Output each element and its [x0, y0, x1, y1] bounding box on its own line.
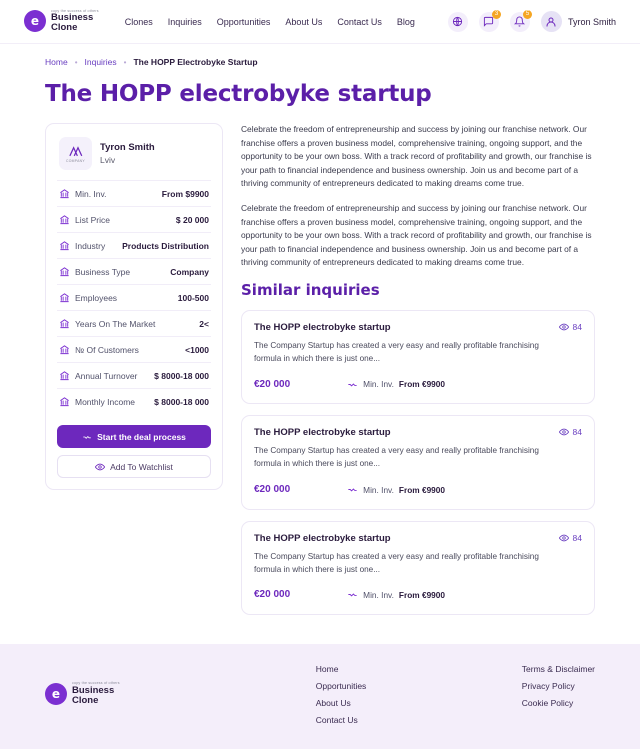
site-footer [0, 644, 640, 749]
footer-nav-links [316, 664, 367, 725]
header-actions [448, 11, 616, 32]
inquiry-header [254, 533, 582, 544]
handshake-icon [82, 432, 92, 442]
footer-logo-tagline: copy the success of others [72, 681, 120, 686]
logo-name-line2: Clone [51, 22, 78, 34]
inquiry-price: €20 000 [254, 378, 291, 390]
inquiry-views [559, 533, 582, 543]
company-logo-icon [59, 137, 92, 170]
logo-name-line1: Business [51, 12, 94, 24]
spec-row-employees [57, 284, 211, 310]
company-logo-text: COMPANY [66, 158, 85, 163]
ukraine-flag-icon [119, 156, 130, 164]
spec-label: Min. Inv. [75, 188, 107, 199]
user-menu[interactable] [541, 11, 616, 32]
inquiry-header [254, 427, 582, 438]
inquiry-footer [254, 587, 582, 603]
inquiry-price: €20 000 [254, 484, 291, 496]
spec-label: Monthly Income [75, 396, 135, 407]
spec-row-business-type [57, 258, 211, 284]
eye-icon [559, 427, 569, 437]
globe-icon[interactable] [448, 12, 468, 32]
eye-icon [559, 322, 569, 332]
spec-row-monthly-income [57, 388, 211, 414]
spec-row-customers [57, 336, 211, 362]
inquiry-min-investment [347, 589, 445, 600]
spec-label: Years On The Market [75, 318, 156, 329]
card-owner-name: Tyron Smith [100, 142, 155, 153]
inquiry-min-inv-label: Min. Inv. [363, 484, 394, 495]
spec-value: 100-500 [177, 292, 209, 303]
spec-label: List Price [75, 214, 110, 225]
inquiry-footer [254, 482, 582, 498]
inquiry-min-investment [347, 484, 445, 495]
page-title: The HOPP electrobyke startup [45, 81, 432, 107]
spec-row-min-inv [57, 180, 211, 206]
inquiry-description: The Company Startup has created a very easy and really profitable franchising formula in which there is just one... [254, 551, 539, 574]
site-header [0, 0, 640, 44]
card-owner-location: Lviv [100, 155, 116, 165]
nav-item-blog[interactable]: Blog [396, 16, 415, 27]
inquiry-views-count: 84 [572, 532, 582, 543]
bank-icon [59, 240, 72, 251]
inquiry-views-count: 84 [572, 322, 582, 333]
breadcrumb [0, 44, 640, 67]
footer-logo-name-line1: Business [72, 685, 115, 697]
inquiry-min-investment [347, 379, 445, 390]
avatar [541, 11, 562, 32]
logo-mark-icon: e [24, 10, 46, 32]
spec-row-years-on-market [57, 310, 211, 336]
add-to-watchlist-button[interactable] [57, 455, 211, 478]
nav-item-inquiries[interactable]: Inquiries [167, 16, 202, 27]
description-paragraph-2: Celebrate the freedom of entrepreneurship and success by joining our franchise network. Our franchise offers a proven business model, comprehensive training, ongoing support, and the opportunity to be your own boss. With a track record of profitability and growth, our franchise is your path to financial independence and business ownership. Join us and become part of a thriving community of entrepreneurs dedicated to making dreams come true. [241, 203, 592, 268]
bank-icon [59, 370, 72, 381]
inquiry-description: The Company Startup has created a very easy and really profitable franchising formula in which there is just one... [254, 446, 539, 469]
bank-icon [59, 344, 72, 355]
handshake-icon [347, 484, 358, 495]
nav-item-contact-us[interactable]: Contact Us [337, 16, 382, 27]
spec-value: $ 20 000 [175, 214, 209, 225]
bank-icon [59, 396, 72, 407]
spec-row-industry [57, 232, 211, 258]
messages-badge: 3 [492, 10, 501, 19]
spec-value: <1000 [185, 344, 209, 355]
breadcrumb-separator-1: • [74, 57, 78, 67]
start-deal-process-button[interactable] [57, 425, 211, 448]
listing-details-card [45, 123, 223, 490]
notifications-badge: 5 [523, 10, 532, 19]
nav-item-about-us[interactable]: About Us [285, 16, 323, 27]
similar-inquiries-heading: Similar inquiries [241, 281, 380, 300]
inquiry-views [559, 322, 582, 332]
inquiry-min-inv-value: From €9900 [398, 379, 446, 390]
inquiry-card[interactable] [241, 415, 595, 509]
footer-logo-text [72, 682, 120, 706]
logo-mark-icon: e [45, 683, 67, 705]
spec-value: From $9900 [161, 188, 209, 199]
add-to-watchlist-label: Add To Watchlist [110, 461, 173, 472]
handshake-icon [347, 589, 358, 600]
inquiry-min-inv-label: Min. Inv. [363, 589, 394, 600]
inquiry-price: €20 000 [254, 589, 291, 601]
inquiry-title: The HOPP electrobyke startup [254, 532, 391, 544]
breadcrumb-inquiries[interactable]: Inquiries [84, 57, 117, 67]
card-owner-info [100, 142, 155, 165]
inquiry-footer [254, 376, 582, 392]
spec-label: Employees [75, 292, 118, 303]
inquiry-description: The Company Startup has created a very easy and really profitable franchising formula in which there is just one... [254, 341, 539, 364]
logo-tagline: copy the success of others [51, 8, 99, 13]
ukraine-flag-icon [557, 482, 582, 498]
nav-item-clones[interactable]: Clones [124, 16, 153, 27]
inquiry-card[interactable] [241, 521, 595, 615]
notifications-icon[interactable] [510, 12, 530, 32]
footer-link-terms[interactable]: Terms & Disclaimer [521, 663, 595, 674]
inquiry-views-count: 84 [572, 427, 582, 438]
card-owner-location-row [100, 155, 155, 165]
ukraine-flag-icon [557, 587, 582, 603]
inquiry-views [559, 427, 582, 437]
handshake-icon [347, 379, 358, 390]
logo-text [51, 10, 99, 34]
inquiry-card[interactable] [241, 310, 595, 404]
bank-icon [59, 214, 72, 225]
main-nav [125, 17, 415, 27]
spec-value: 2< [199, 318, 209, 329]
details-column [241, 123, 595, 626]
inquiry-min-inv-value: From €9900 [398, 484, 446, 495]
site-logo[interactable] [24, 10, 99, 34]
bank-icon [59, 292, 72, 303]
breadcrumb-current: The HOPP Electrobyke Startup [133, 57, 258, 67]
bank-icon [59, 318, 72, 329]
eye-icon [95, 462, 105, 472]
breadcrumb-separator-2: • [123, 57, 127, 67]
bank-icon [59, 188, 72, 199]
footer-link-about-us[interactable]: About Us [315, 697, 351, 708]
spec-value: Company [170, 266, 209, 277]
spec-label: Industry [75, 240, 106, 251]
eye-icon [559, 533, 569, 543]
inquiry-title: The HOPP electrobyke startup [254, 322, 391, 334]
main-content [0, 107, 640, 626]
spec-label: Business Type [75, 266, 131, 277]
bank-icon [59, 266, 72, 277]
footer-link-cookie[interactable]: Cookie Policy [521, 697, 574, 708]
nav-item-opportunities[interactable]: Opportunities [216, 16, 271, 27]
footer-link-home[interactable]: Home [315, 663, 339, 674]
inquiry-min-inv-value: From €9900 [398, 589, 446, 600]
spec-row-annual-turnover [57, 362, 211, 388]
inquiry-header [254, 322, 582, 333]
messages-icon[interactable] [479, 12, 499, 32]
inquiry-min-inv-label: Min. Inv. [363, 379, 394, 390]
footer-legal-links [522, 664, 595, 725]
ukraine-flag-icon [557, 376, 582, 392]
spec-label: Annual Turnover [75, 370, 138, 381]
footer-link-contact-us[interactable]: Contact Us [315, 714, 358, 725]
spec-value: $ 8000-18 000 [154, 370, 209, 381]
spec-row-list-price [57, 206, 211, 232]
footer-link-privacy[interactable]: Privacy Policy [521, 680, 575, 691]
start-deal-process-label: Start the deal process [97, 431, 186, 442]
spec-value: $ 8000-18 000 [154, 396, 209, 407]
footer-link-opportunities[interactable]: Opportunities [315, 680, 367, 691]
footer-logo-name-line2: Clone [72, 695, 99, 707]
inquiry-title: The HOPP electrobyke startup [254, 427, 391, 439]
card-owner [57, 135, 211, 180]
description-paragraph-1: Celebrate the freedom of entrepreneurship and success by joining our franchise network. Our franchise offers a proven business model, comprehensive training, ongoing support, and the opportunity to be your own boss. With a track record of profitability and growth, our franchise is your path to financial independence and business ownership. Join us and become part of a thriving community of entrepreneurs dedicated to making dreams come true. [241, 124, 592, 189]
breadcrumb-home[interactable]: Home [45, 57, 68, 67]
spec-value: Products Distribution [122, 240, 209, 251]
user-name: Tyron Smith [567, 16, 616, 27]
spec-label: № Of Customers [75, 344, 139, 355]
footer-logo[interactable] [45, 664, 120, 725]
